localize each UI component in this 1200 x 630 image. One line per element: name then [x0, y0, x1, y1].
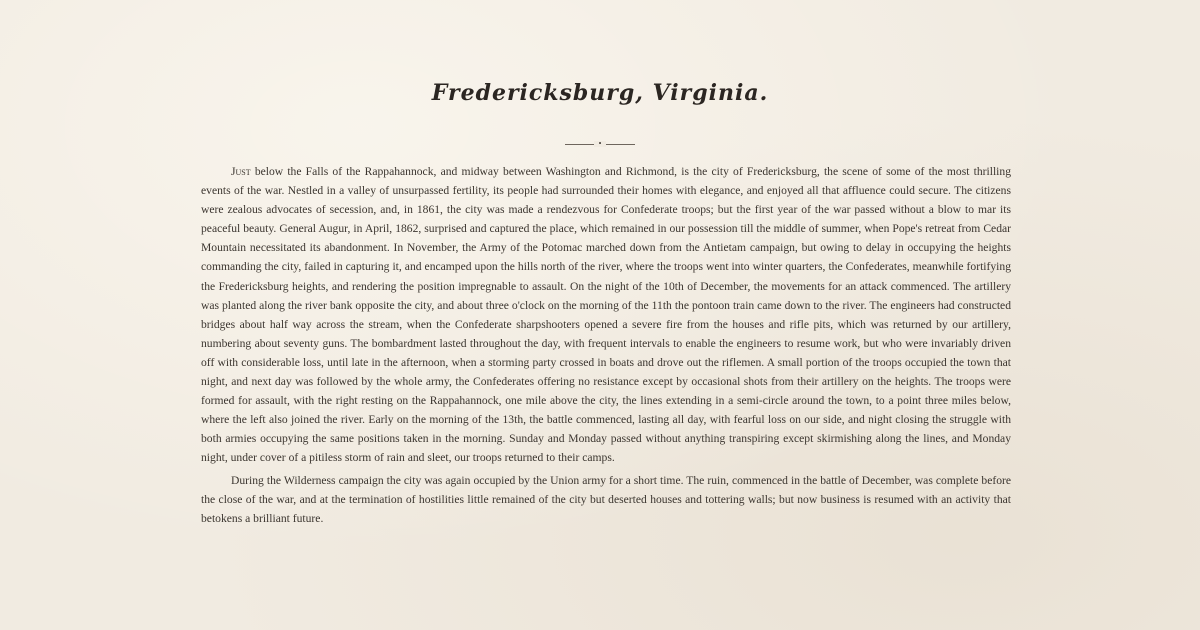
paragraph-text: below the Falls of the Rappahannock, and midway between Washington and Richmond, is the city of Fredericksburg, the scene of some of the most thrilling events of the war. Nestled in a valley of unsurpassed fertility, its people had surrounded their homes with elegance, and enjoyed all that affluence could secure. The citizens were zealous advocates of secession, and, in 1861, the city was made a rendezvous for Confederate troops; but the first year of the war passed without a blow to mar its peaceful beauty. General Augur, in April, 1862, surprised and captured the place, which remained in our possession till the middle of summer, when Pope's retreat from Cedar Mountain necessitated its abandonment. In November, the Army of the Potomac marched down from the Antietam campaign, but owing to delay in occupying the heights commanding the city, failed in capturing it, and encamped upon the hills north of the river, where the troops went into winter quarters, the Confederates, meanwhile fortifying the Fredericksburg heights, and rendering the position impregnable to assault. On the night of the 10th of December, the movements for an attack commenced. The artillery was planted along the river bank opposite the city, and about three o'clock on the morning of the 11th the pontoon train came down to the river. The engineers had constructed bridges about half way across the stream, when the Confederate sharpshooters opened a severe fire from the houses and rifle pits, which was returned by our artillery, numbering about seventy guns. The bombardment lasted throughout the day, with frequent intervals to enable the engineers to resume work, but who were invariably driven off with considerable loss, until late in the afternoon, when a storming party crossed in boats and drove out the riflemen. A small portion of the troops occupied the town that night, and next day was followed by the whole army, the Confederates offering no resistance except by occasional shots from their artillery on the heights. The troops were formed for assault, with the right resting on the Rappahannock, one mile above the city, the lines extending in a semi-circle around the town, to a point three miles below, where the left also joined the river. Early on the morning of the 13th, the battle commenced, lasting all day, with fearful loss on our side, and night closing the struggle with both armies occupying the same positions taken in the morning. Sunday and Monday passed without anything transpiring except skirmishing along the lines, and Monday night, under cover of a pitiless storm of rain and sleet, our troops returned to their camps.: [201, 165, 1011, 465]
paragraph-2: [201, 471, 1011, 528]
page-title: Fredericksburg, Virginia.: [431, 80, 769, 106]
paragraph-text: During the Wilderness campaign the city was again occupied by the Union army for a short time. The ruin, commenced in the battle of December, was complete before the close of the war, and at the termination of hostilities little remained of the city but deserted houses and tottering walls; but now business is resumed with an activity that betokens a brilliant future.: [201, 473, 1011, 525]
paragraph-lead-word: Just: [231, 165, 251, 178]
paragraph-1: [201, 162, 1011, 468]
divider-ornament: •: [594, 141, 606, 147]
body-text: [201, 162, 1011, 528]
